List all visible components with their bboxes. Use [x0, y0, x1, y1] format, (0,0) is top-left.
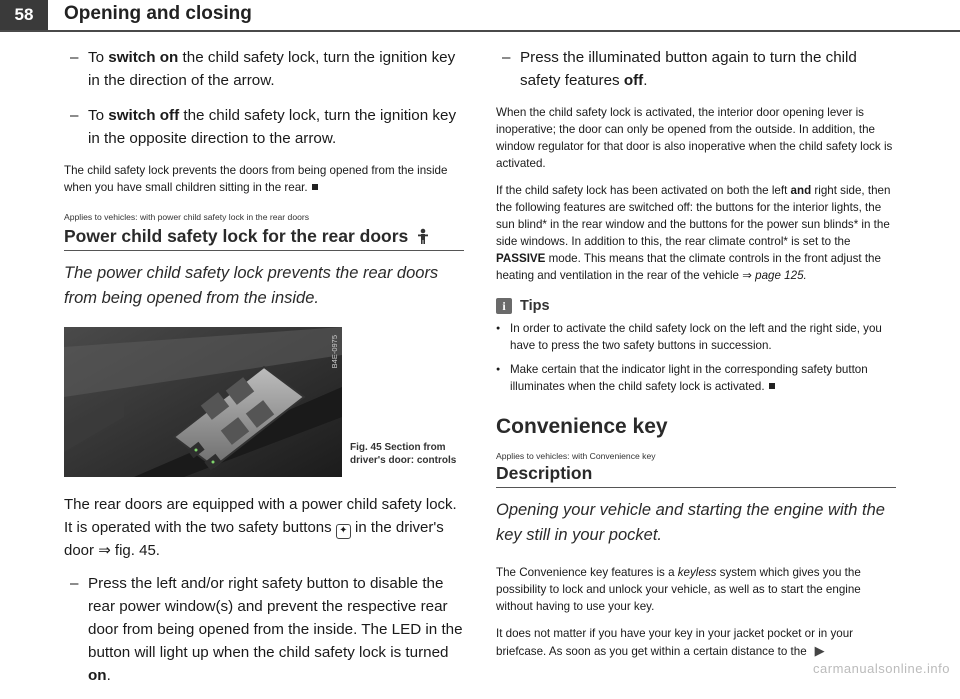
- end-mark-icon: [312, 184, 318, 190]
- page-number: 58: [0, 0, 48, 30]
- body-paragraph: When the child safety lock is activated, the interior door opening lever is inoperative; the door can only be opened from the outside. In addition, the window regulator for that door is also inoperative when the child safety lock is activated.: [496, 106, 893, 170]
- watermark: carmanualsonline.info: [813, 661, 950, 676]
- child-safety-button-icon: ✦: [336, 524, 351, 539]
- list-item: – Press the left and/or right safety button to disable the rear power window(s) and prevent the respective rear door from being opened from the inside. The LED in the button will light up when the child safety lock is turned on.: [64, 572, 464, 687]
- figure-code: B4E-0975: [330, 335, 339, 369]
- section-heading: Power child safety lock for the rear doors: [64, 226, 464, 251]
- header-rule: [0, 30, 960, 32]
- tips-heading: i Tips: [496, 298, 896, 314]
- section-intro: The power child safety lock prevents the rear doors from being opened from the inside.: [64, 264, 439, 307]
- list-item: – To switch on the child safety lock, turn the ignition key in the direction of the arrow.: [64, 46, 464, 92]
- child-icon: [417, 228, 429, 244]
- door-controls-photo: [64, 327, 342, 477]
- end-mark-icon: [769, 383, 775, 389]
- page-title: Opening and closing: [64, 3, 252, 24]
- list-item: – Press the illuminated button again to turn the child safety features off.: [496, 46, 896, 92]
- body-paragraph: The rear doors are equipped with a power child safety lock. It is operated with the two safety buttons ✦ in the driver's door ⇒ fig. 45.: [64, 496, 457, 559]
- right-column: [496, 46, 896, 670]
- left-column: [64, 46, 464, 699]
- figure: [64, 327, 464, 479]
- section-heading: Description: [496, 463, 896, 488]
- continue-arrow-icon: ▶: [814, 643, 825, 658]
- applies-to: Applies to vehicles: with power child safety lock in the rear doors: [64, 212, 310, 222]
- chapter-heading: Convenience key: [496, 415, 668, 438]
- body-paragraph: The Convenience key features is a keyless system which gives you the possibility to lock and unlock your vehicle, as well as to start the engine without having to use your key.: [496, 566, 861, 613]
- figure-caption: Fig. 45 Section from driver's door: controls: [350, 442, 457, 466]
- note-text: The child safety lock prevents the doors from being opened from the inside when you have small children sitting in the rear.: [64, 164, 448, 194]
- body-paragraph: It does not matter if you have your key in your jacket pocket or in your briefcase. As soon as you get within a certain distance to the ▶: [496, 627, 854, 658]
- list-item: – To switch off the child safety lock, turn the ignition key in the opposite direction to the arrow.: [64, 104, 464, 150]
- info-icon: i: [496, 298, 512, 314]
- section-intro: Opening your vehicle and starting the engine with the key still in your pocket.: [496, 501, 885, 544]
- applies-to: Applies to vehicles: with Convenience key: [496, 451, 656, 461]
- body-paragraph: If the child safety lock has been activated on both the left and right side, then the following features are switched off: the buttons for the interior lights, the sun blind* in the rear window and the buttons for the power sun blinds* in the side windows. In addition to this, the rear climate control* is set to the PASSIVE mode. This means that the climate controls in the front adjust the heating and ventilation in the rear of the vehicle ⇒ page 125.: [496, 184, 891, 282]
- tip-item: ● Make certain that the indicator light in the corresponding safety button illuminates when the child safety lock is activated.: [496, 361, 896, 395]
- tip-item: ● In order to activate the child safety lock on the left and the right side, you have to press the two safety buttons in succession.: [496, 320, 896, 354]
